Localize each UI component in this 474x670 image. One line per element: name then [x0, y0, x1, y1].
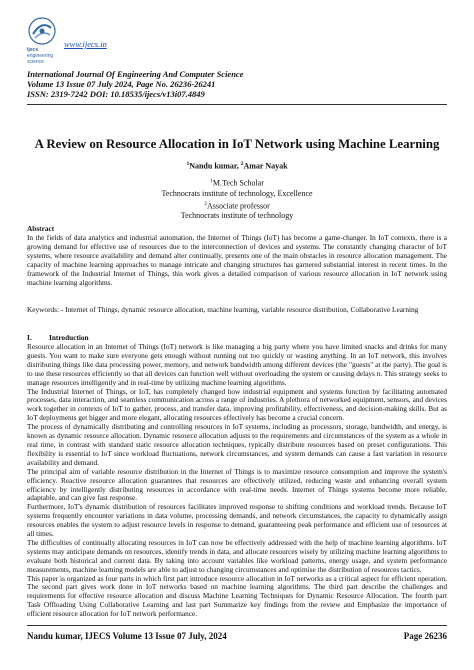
- affiliation-role-1: M.Tech Scholar: [212, 178, 264, 188]
- author2-name: Amar Nayak: [243, 161, 288, 171]
- header-rule: [27, 104, 447, 105]
- intro-paragraph: The Industrial Internet of Things, or IoT, has completely changed how industrial equipment and systems function by facilitating automated processes, data interaction, and seamless communication across a range of industries. A plethora of networked equipment, sensors, and devices work together in contexts of IoT to gather, process, and transfer data, improving profitability, effectiveness, and decision-making skills. But as IoT deployments get bigger and more elegant, allocating resources effectively has become a crucial concern.: [27, 386, 447, 423]
- logo-subtext: engineering science: [27, 53, 54, 65]
- author1-mark: 1: [186, 161, 190, 167]
- affiliation-line-1: [0, 176, 474, 189]
- keywords: Keywords: - Internet of Things, dynamic resource allocation, machine learning, variable resource distribution, Collaborative Learning: [27, 305, 419, 314]
- introduction-body: [27, 343, 447, 619]
- journal-info: [27, 69, 467, 99]
- affiliation-mark-1: 1: [210, 178, 213, 184]
- affiliation-line-4: Technocrats institute of technology: [180, 211, 294, 221]
- paper-title: A Review on Resource Allocation in IoT Network using Machine Learning: [34, 137, 440, 151]
- journal-logo: [27, 16, 57, 46]
- intro-paragraph: This paper is organized as four parts in which first part introduce resource allocation in IoT networks as a critical aspect for efficient operation. The second part gives work done in IoT networks based on machine learning algorithms. The third part describe the challenges and requirements for effective resource allocation and discuss Machine Learning Techniques for Dynamic Resource Allocation. The fourth part Task Offloading Using Collaborative Learning and last part Summarize key findings from the review and Emphasize the importance of efficient resource allocation for IoT network performance.: [27, 573, 447, 619]
- author2-mark: 2: [240, 161, 244, 167]
- affiliation-line-2: Technocrats institute of technology, Excellence: [161, 188, 313, 198]
- abstract-text: In the fields of data analytics and industrial automation, the Internet of Things (IoT) has become a game-changer. In IoT contexts, there is a growing demand for effective use of resources due to the interconnection of devices and systems. The constantly changing character of IoT systems, where resource availability and demand alter continually, presents one of the main obstacles in resource allocation management. The capacity of machine learning approaches to manage intricate and changing structures has garnered substantial interest in recent times. In the framework of the Industrial Internet of Things, this work gives a detailed comparison of various resource allocation in IoT network using machine learning algorithms.: [27, 233, 447, 287]
- intro-paragraph: The principal aim of variable resource distribution in the Internet of Things is to maximize resource consumption and improve the system's efficiency. Reactive resource allocation guarantees that resources are effectively utilized, reducing waste and enhancing overall system efficiency by intelligently distributing resources in accordance with real-time needs. Internet of Things systems become more reliable, adaptable, and can give fast response.: [27, 466, 447, 503]
- paper-authors: [0, 161, 474, 171]
- intro-paragraph: The difficulties of continually allocating resources in IoT can now be effectively addressed with the help of machine learning algorithms. IoT systems may anticipate demands on resources, identify trends in data, and allocate resources wisely by utilizing machine learning algorithms to evaluate both historical and current data. By taking into account variables like workload patterns, energy usage, and system performance measurements, machine learning models are able to adjust to changing circumstances and optimise the distribution of resources tactics.: [27, 537, 447, 574]
- section-number: I.: [27, 333, 32, 342]
- footer-rule: [27, 625, 447, 626]
- journal-url-link[interactable]: www.ijecs.in: [64, 39, 107, 49]
- abstract-heading: Abstract: [27, 224, 55, 233]
- journal-name: International Journal Of Engineering And Computer Science: [27, 69, 244, 79]
- author1-name: Nandu kumar,: [189, 161, 241, 171]
- journal-volume: Volume 13 Issue 07 July 2024, Page No. 26236-26241: [27, 79, 216, 89]
- affiliation-mark-2: 2: [204, 200, 207, 207]
- intro-paragraph: The process of dynamically distributing and controlling resources in IoT systems, including as processors, storage, bandwidth, and energy, is known as dynamic resource allocation. Dynamic resource allocation adjusts to the requirements and circumstances of the system as a whole in real time, in contrast with standard static resource allocation techniques, typically distribute resources based on preset configurations. This flexibility is essential to IoT since workload fluctuations, network circumstances, and system demands can cause a fast variation in resource availability and demand.: [27, 422, 447, 467]
- page-footer: [27, 631, 447, 641]
- logo-brand: ijecs: [27, 47, 39, 53]
- affiliations: [0, 176, 474, 221]
- intro-paragraph: Resource allocation in an Internet of Things (IoT) network is like managing a big party where you have limited snacks and drinks for many guests. You want to make sure everyone gets enough without running out too quickly or wasting anything. In an IoT network, this involves distributing things like data processing power, memory, and network bandwidth among different devices (the "guests" at the party). The goal is to use these resources efficiently so that all devices can function well without overloading the system or causing delays n. This strategy seeks to manage resources intelligently and in real-time by utilizing machine learning algorithms.: [27, 342, 447, 387]
- footer-citation: Nandu kumar, IJECS Volume 13 Issue 07 July, 2024: [27, 631, 227, 641]
- intro-paragraph: Furthermore, IoT's dynamic distribution of resources facilitates improved response to shifting conditions and workload trends. Because IoT systems frequently encounter variations in data volume, processing demands, and network circumstances, the capacity to dynamically assign resources enables the system to adjust resource levels in response to demand, guaranteeing peak performance and efficient use of resources at all times.: [27, 502, 447, 539]
- section-title: Introduction: [49, 333, 89, 342]
- footer-page-number: Page 26236: [403, 631, 447, 641]
- journal-issn: ISSN: 2319-7242 DOI: 10.18535/ijecs/v13i07.4849: [27, 89, 205, 99]
- affiliation-role-2: Associate professor: [206, 201, 270, 211]
- affiliation-line-3: [0, 199, 474, 212]
- logo-text: [27, 47, 67, 65]
